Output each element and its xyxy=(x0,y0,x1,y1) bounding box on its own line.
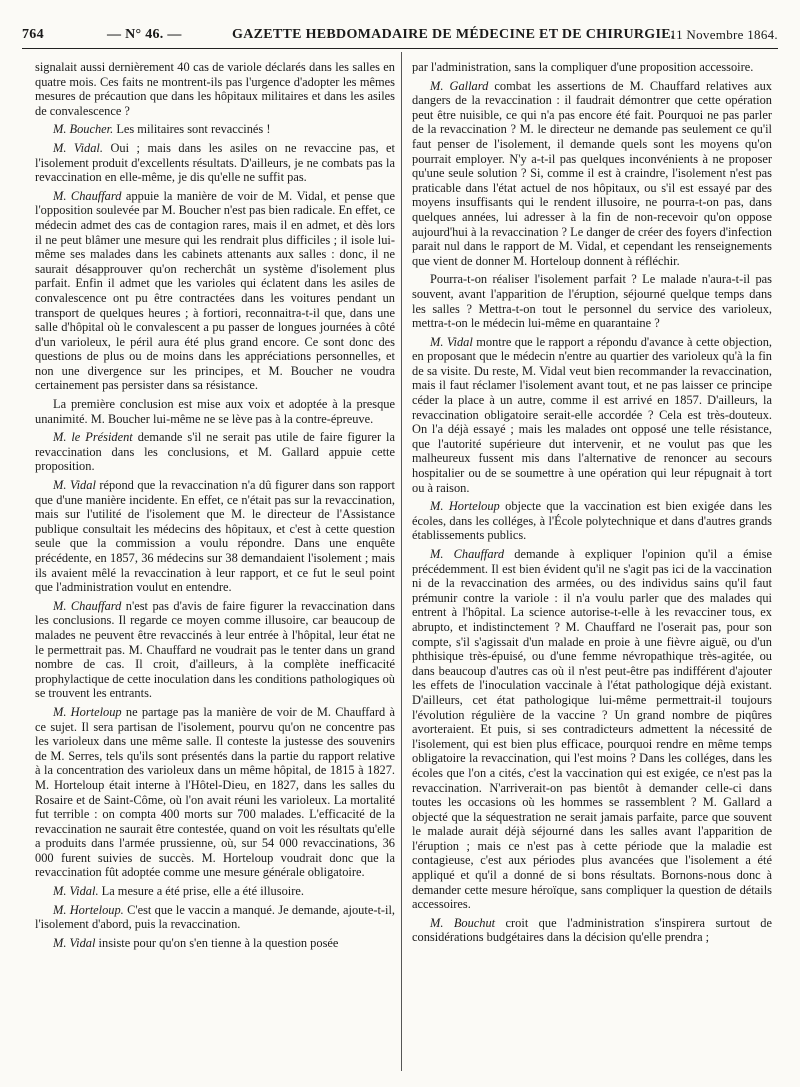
page-number: 764 xyxy=(22,27,44,42)
left-column xyxy=(35,60,395,954)
paragraph-text: Les militaires sont revaccinés ! xyxy=(113,122,271,137)
speaker-name: M. le Président xyxy=(53,430,133,445)
paragraph-text: demande s'il ne serait pas utile de faire figurer la revaccination dans les conclusions, et M. Gallard appuie cette proposition. xyxy=(35,430,395,474)
paragraph xyxy=(35,705,395,880)
paragraph xyxy=(412,335,772,496)
speaker-name: M. Vidal xyxy=(53,935,96,950)
paragraph xyxy=(35,884,395,899)
paragraph xyxy=(412,60,772,75)
speaker-name: M. Vidal. xyxy=(53,884,99,899)
paragraph-text: montre que le rapport a répondu d'avance à cette objection, en proposant que le médecin n'entre au quartier des varioleux qu'à la fin de sa visite. Du reste, M. Vidal veut bien recommander la revaccination, mais il faut réclamer l'isolement avant tout, et ne pas laisser ce principe céder la place à un autre, comme il est arrivé en 1857. D'ailleurs, la revaccination obligatoire serait-elle accordée ? Cela est très-douteux. On l'a déjà essayé ; mais les malades ont opposé une telle résistance, que l'autorité supérieure dut intervenir, et ne voulut pas que les malheureux fussent mis dans l'alternative de renoncer au secours hospitalier ou de se soumettre à une opération qui leur répugnait à tort ou à raison. xyxy=(412,334,772,495)
paragraph xyxy=(35,903,395,932)
speaker-name: M. Chauffard xyxy=(53,598,122,613)
paragraph xyxy=(35,936,395,951)
speaker-name: M. Vidal xyxy=(53,478,96,493)
page-header xyxy=(22,27,778,49)
paragraph xyxy=(412,79,772,269)
paragraph xyxy=(35,141,395,185)
speaker-name: M. Chauffard xyxy=(430,547,505,561)
paragraph-text: C'est que le vaccin a manqué. Je demande, ajoute-t-il, l'isolement d'abord, puis la revaccination. xyxy=(35,902,395,932)
paragraph-text: demande à expliquer l'opinion qu'il a émise précédemment. Il est bien évident qu'il ne s'agit pas ici de la vaccination ni de la revaccination des armées, ou des individus sains qu'il faut prémunir contre la variole : il n'a voulu parler que des malades qui entrent à l'hôpital. La science autorise-t-elle à les revacciner tous, ex abrupto, et indistinctement ? M. Chauffard ne l'oserait pas, pour son compte, s'il s'agissait d'un malade en proie à une fièvre aiguë, ou d'un phthisique très-épuisé, ou d'une femme névropathique très-agitée, ou dans beaucoup d'autres cas où il n'est peut-être pas indifférent d'ajouter les effets de l'inoculation vaccinale à l'état pathologique déjà existant. D'ailleurs, cet état pathologique lui-même permettrait-il toujours l'évolution régulière de la vaccine ? Un grand nombre de piqûres avorteraient. Et puis, si ses contradicteurs admettent la nécessité de l'isolement, qui est bien plus efficace, pourquoi rendre en même temps obligatoire la revaccination, qui l'est moins ? Dans les colléges, dans les écoles que l'on a cités, c'est la vaccination qui est exigée, ce n'est pas la revaccination. N'arriverait-on pas bientôt à demander celle-ci dans toutes les occasions où les hommes se rassemblent ? M. Gallard a objecté que la séquestration ne serait jamais parfaite, parce que souvent le malade aurait déjà séjourné dans les salles avant l'apparition de l'éruption ; mais ce n'est pas à cette période que la maladie est contagieuse, c'est aux périodes plus avancées que l'isolement a été appliqué et qu'il a donné de si bons résultats. Bornons-nous donc à demander cette mesure héroïque, sans compliquer la question de détails accessoires. xyxy=(412,547,772,912)
paragraph xyxy=(412,272,772,330)
paragraph xyxy=(412,916,772,945)
speaker-name: M. Chauffard xyxy=(53,188,122,203)
paragraph-text: par l'administration, sans la compliquer d'une proposition accessoire. xyxy=(412,60,754,74)
paragraph xyxy=(35,430,395,474)
issue-date: 11 Novembre 1864. xyxy=(669,27,778,42)
speaker-name: M. Horteloup xyxy=(53,704,122,719)
paragraph-text: objecte que la vaccination est bien exigée dans les écoles, dans les colléges, à l'École polytechnique et dans d'autres grands établissements publics. xyxy=(412,499,773,543)
paragraph-text: La première conclusion est mise aux voix et adoptée à la presque unanimité. M. Boucher lui-même ne se lève pas à la contre-épreuve. xyxy=(35,397,395,426)
speaker-name: M. Horteloup xyxy=(430,499,500,514)
paragraph-text: ne partage pas la manière de voir de M. Chauffard à ce sujet. Il sera partisan de l'isolement, pourvu qu'on ne concentre pas les varioleux dans une même salle. Il conteste la justesse des souvenirs de M. Serres, tels qu'ils sont présentés dans la partie du rapport relative à la concentration des varioleux dans un même hôpital, de 1815 à 1827. M. Horteloup était interne à l'Hôtel-Dieu, en 1827, dans les salles du Rosaire et de Saint-Côme, où l'on avait réuni les varioleux. La mortalité fut terrible : on compta 400 morts sur 700 malades. L'efficacité de la revaccination ne saurait être contestée, quand on voit les résultats qu'elle a produits dans l'armée prussienne, où, sur 54 000 revaccinations, 36 000 furent suivies de succès. M. Horteloup voudrait donc que la revaccination fût adoptée comme une mesure générale obligatoire. xyxy=(35,704,395,880)
column-divider xyxy=(401,52,402,1071)
paragraph-text: signalait aussi dernièrement 40 cas de variole déclarés dans les salles en quatre mois. Ces faits ne montrent-ils pas l'urgence d'adopter les mêmes mesures de précaution que dans les hôpitaux militaires et dans les asiles de convalescence ? xyxy=(35,60,395,118)
paragraph-text: Oui ; mais dans les asiles on ne revaccine pas, et l'isolement produit d'excellents résultats. D'ailleurs, je ne combats pas la revaccination en elle-même, je dis qu'elle ne suffit pas. xyxy=(35,140,396,185)
paragraph-text: combat les assertions de M. Chauffard relatives aux dangers de la revaccination : il faudrait démontrer que cette opération peut être nuisible, ce qui n'a pas encore été fait. Pourquoi ne pas parler de la revaccination ? M. le directeur ne demande pas seulement ce qu'il faut penser de l'isolement, il demande quels sont les moyens qu'on pourrait employer. N'y a-t-il pas quelques inconvénients à ne proposer qu'une seule solution ? Si, comme il est à craindre, l'isolement n'est pas praticable dans l'état actuel de nos hôpitaux, ou s'il est essayé par des moyens insuffisants qui le rendent illusoire, ne pourra-t-on pas, dans quelques années, lui adresser à la fin de non-recevoir qu'on oppose aujourd'hui à la revaccination ? Le danger de créer des foyers d'infection parait nul dans le rapport de M. Vidal, et cependant les renseignements que vient de donner M. Horteloup donnent à réfléchir. xyxy=(412,78,772,268)
paragraph xyxy=(35,397,395,426)
paragraph xyxy=(35,189,395,393)
paragraph xyxy=(35,599,395,701)
speaker-name: M. Boucher. xyxy=(53,122,114,137)
paragraph-text: répond que la revaccination n'a dû figurer dans son rapport que d'une manière incidente. En effet, ce n'était pas sur la revaccination, mais sur l'utilité de l'isolement que M. le directeur de l'Assistance publique consultait les médecins des hôpitaux, et c'est à cette question seule que la commission a voulu répondre. Dans une enquête précédente, en 1857, 36 médecins sur 38 demandaient l'isolement ; mais ils avaient mêlé la revaccination à leur rapport, et ce fut le seul point que l'administration voulut en entendre. xyxy=(35,478,395,595)
issue-number: — N° 46. — xyxy=(107,27,182,42)
paragraph xyxy=(35,60,395,118)
right-column xyxy=(412,60,772,949)
header-rule xyxy=(22,48,778,49)
paragraph-text: Pourra-t-on réaliser l'isolement parfait ? Le malade n'aura-t-il pas souvent, avant l'apparition de l'éruption, séjourné quelque temps dans les salles ? Mettra-t-on tout le personnel du service des varioleux, mettra-t-on le médecin lui-même en quarantaine ? xyxy=(412,272,772,331)
paragraph xyxy=(35,478,395,595)
speaker-name: M. Vidal xyxy=(430,334,473,349)
paragraph-text: insiste pour qu'on s'en tienne à la question posée xyxy=(95,935,339,950)
speaker-name: M. Horteloup. xyxy=(53,902,124,917)
speaker-name: M. Bouchut xyxy=(430,915,496,930)
paragraph-text: croit que l'administration s'inspirera surtout de considérations budgétaires dans la décision qu'elle prendra ; xyxy=(412,915,772,945)
journal-title: GAZETTE HEBDOMADAIRE DE MÉDECINE ET DE CHIRURGIE. xyxy=(232,27,675,42)
speaker-name: M. Gallard xyxy=(430,78,489,93)
paragraph xyxy=(412,499,772,543)
speaker-name: M. Vidal. xyxy=(53,140,103,155)
paragraph-text: n'est pas d'avis de faire figurer la revaccination dans les conclusions. Il regarde ce moyen comme illusoire, car beaucoup de malades ne peuvent être revaccinés à leur entrée à l'hôpital, leur état ne le permettrait pas. M. Chauffard ne voudrait pas le tenter dans un grand nombre de cas. Il croit, d'ailleurs, à la complète inefficacité prophylactique de cette inoculation dans les conditions pathologiques où se trouvent les entrants. xyxy=(35,598,395,701)
paragraph xyxy=(35,122,395,137)
paragraph-text: appuie la manière de voir de M. Vidal, et pense que l'opposition soulevée par M. Boucher n'est pas bien radicale. En effet, ce médecin admet des cas de contagion rares, mais il en admet, et dès lors il ne peut blâmer une mesure qui les rendrait plus difficiles ; il isole lui-même ses malades dans les cabinets attenants aux salles : donc, il ne saurait désapprouver qu'on recherchât un système d'isolement plus parfait. Enfin il admet que les varioles qui éclatent dans les asiles de convalescence ont pu être contractées dans les voitures pendant un transport de quelques heures ; à fortiori, reconnaitra-t-il que, dans une salle d'hôpital où le convalescent a pu passer de longues journées à côté d'un varioleux, le péril aura été plus grand encore. Ce sont donc des questions de plus ou de moins dans les appréciations personnelles, et non une divergence sur les principes, et M. Boucher ne voudra certainement pas persister dans sa résistance. xyxy=(35,188,396,393)
paragraph xyxy=(412,547,772,912)
paragraph-text: La mesure a été prise, elle a été illusoire. xyxy=(98,884,304,899)
